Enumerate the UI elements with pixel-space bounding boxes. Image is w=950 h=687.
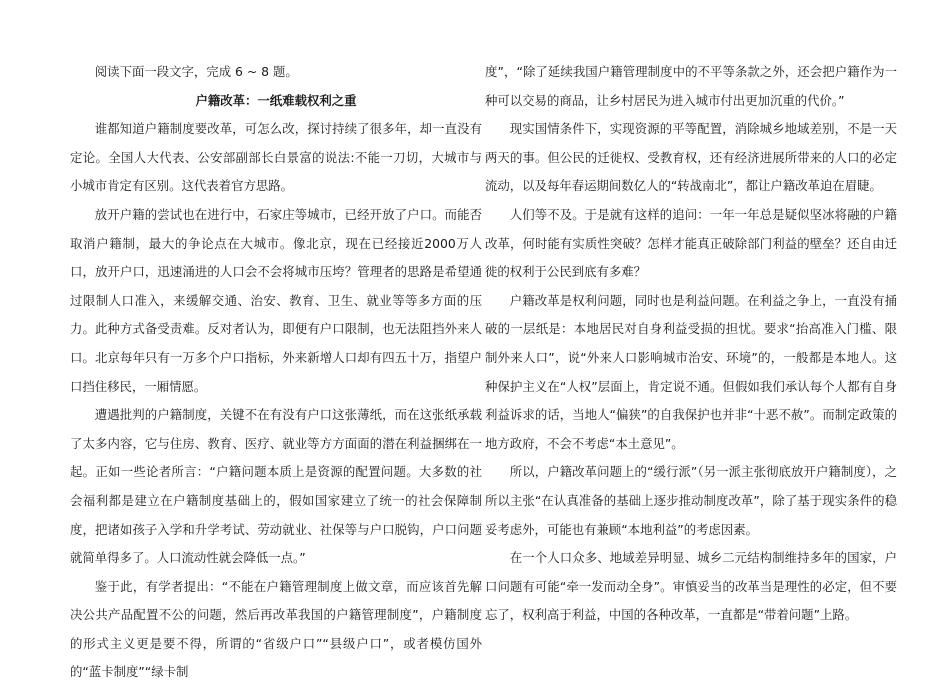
paragraph: 鉴于此，有学者提出：“不能在户籍管理制度上做文章，而应该首先解决公共产品配置不公的问题，然后再改革我国的户籍管理制度”，户籍制度的形式主义更是要不得，所谓的“省级户口”“县级户口”，或者模仿国外的“蓝卡制度”“绿卡制 — [70, 578, 482, 680]
paragraph: 遭遇批判的户籍制度，关键不在有没有户口这张薄纸，而在这张纸承载了太多内容，它与住房、教育、医疗、就业等方方面面的潜在利益捆绑在一起。正如一些论者所言：“户籍问题本质上是资源的配置问题。大多数的社会福利都是建立在户籍制度基础上的，假如国家建立了统一的社会保障制度，把诸如孩子入学和升学考试、劳动就业、社保等与户口脱钩，户口问题就简单得多了。人口流动性就会降低一点。” — [70, 407, 482, 566]
paragraph: 放开户籍的尝试也在进行中，石家庄等城市，已经开放了户口。而能否取消户籍制，最大的争论点在大城市。像北京，现在已经接近2000万人口，放开户口，迅速涌进的人口会不会将城市压垮？管理者的思路是希望通过限制人口准入，来缓解交通、治安、教育、卫生、就业等等多方面的压力。此种方式备受责难。反对者认为，即便有户口限制，也无法阻挡外来人口。北京每年只有一万多个户口指标，外来新增人口却有四五十万，指望户口挡住移民，一厢情愿。 — [70, 206, 482, 394]
right-column — [485, 58, 897, 630]
paragraph-continuation: 度”，“除了延续我国户籍管理制度中的不平等条款之外，还会把户籍作为一种可以交易的商品，让乡村居民为进入城市付出更加沉重的代价。” — [485, 64, 897, 108]
paragraph: 在一个人口众多、地域差异明显、城乡二元结构制维持多年的国家，户口问题有可能“牵一发而动全身”。审慎妥当的改革当是理性的必定，但不要忘了，权利高于利益，中国的各种改革，一直都是“带着问题”上路。 — [485, 550, 897, 623]
paragraph: 所以，户籍改革问题上的“缓行派”（另一派主张彻底放开户籍制度），之所以主张“在认真准备的基础上逐步推动制度改革”，除了基于现实条件的稳妥考虑外，可能也有兼顾“本地利益”的考虑因素。 — [485, 464, 897, 537]
paragraph: 现实国情条件下，实现资源的平等配置，消除城乡地域差别，不是一天两天的事。但公民的迁徙权、受教育权，还有经济进展所带来的人口的必定流动，以及每年春运期间数亿人的“转战南北”，都让户籍改革迫在眉睫。 — [485, 121, 897, 194]
paragraph: 人们等不及。于是就有这样的追问：一年一年总是疑似坚冰将融的户籍改革，何时能有实质性突破？怎样才能真正破除部门利益的壁垒？还自由迁徙的权利于公民到底有多难？ — [485, 206, 897, 280]
article-title: 户籍改革：一纸难载权利之重 — [195, 92, 357, 108]
paragraph: 谁都知道户籍制度要改革，可怎么改，探讨持续了很多年，却一直没有定论。全国人大代表、公安部副部长白景富的说法:不能一刀切，大城市与小城市肯定有区别。这代表着官方思路。 — [70, 121, 482, 194]
paragraph: 户籍改革是权利问题，同时也是利益问题。在利益之争上，一直没有捅破的一层纸是：本地居民对自身利益受损的担忧。要求“抬高准入门槛、限制外来人口”，说“外来人口影响城市治安、环境”的，一般都是本地人。这种保护主义在“人权”层面上，肯定说不通。但假如我们承认每个人都有自身利益诉求的话，当地人“偏狭”的自我保护也并非“十恶不赦”。而制定政策的地方政府，不会不考虑“本土意见”。 — [485, 292, 897, 451]
instruction-text: 阅读下面一段文字，完成 6 ~ 8 题。 — [94, 64, 298, 79]
left-column — [70, 58, 482, 687]
